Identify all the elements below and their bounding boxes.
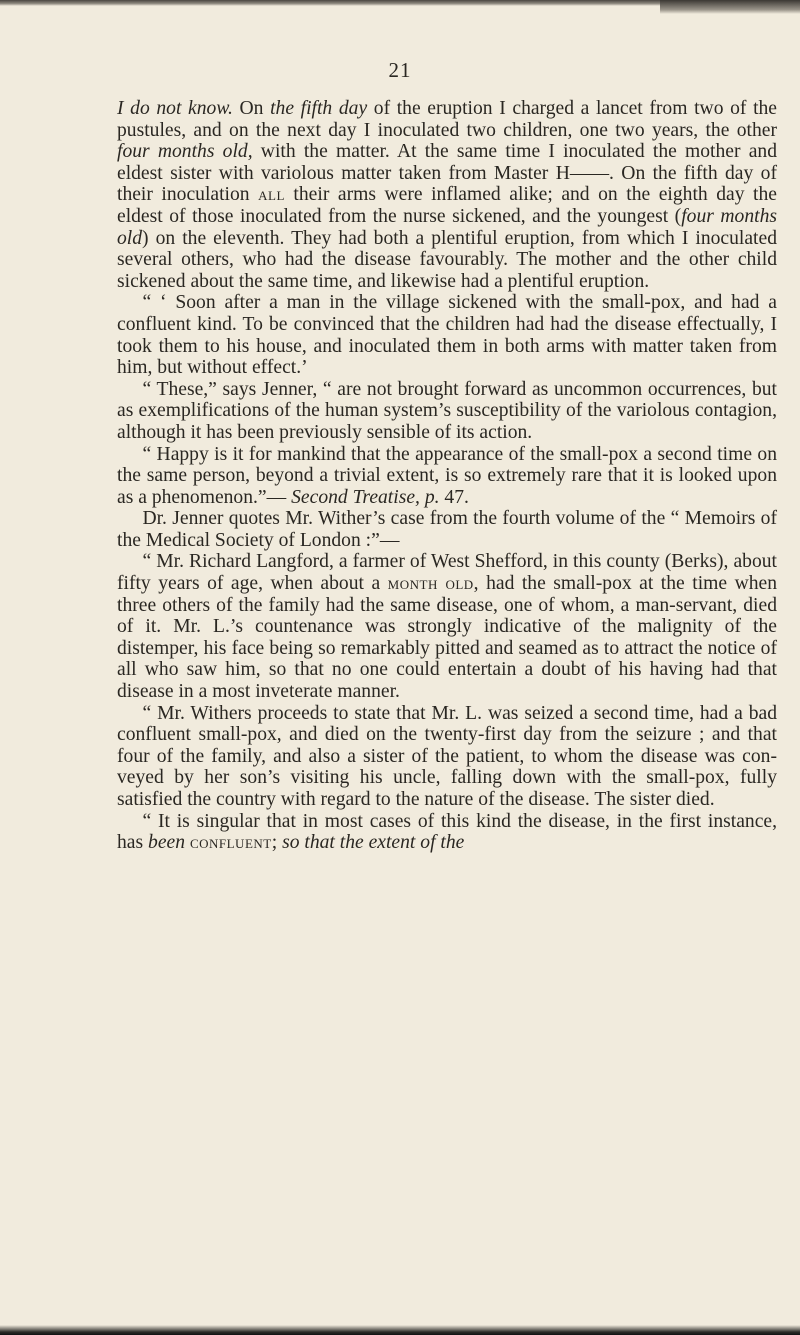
text-run: “ It is singular that in most cases of this kind the disease, in the first instance, has [117, 810, 777, 854]
paragraph [117, 444, 777, 509]
text-run: Dr. Jenner quotes Mr. Wither’s case from the fourth volume of the “ Memoirs of the Medical Society of London :”— [117, 508, 777, 551]
body-text [117, 98, 777, 854]
paragraph [117, 98, 777, 292]
text-run: ; [271, 832, 283, 854]
text-run: “ Mr. Withers proceeds to state that Mr. L. was seized a second time, had a bad confluent small-pox, and died on the twenty-first day from the seizure ; and that four of the family, and also a sister of the patient, to whom the disease was conveyed by her son’s visiting his uncle, falling down with the small-pox, fully satisfied the country with regard to the nature of the disease. The sister died. [117, 702, 777, 810]
small-caps-text: all [258, 184, 285, 205]
text-run: , had the small-pox at the time when three others of the family had the same disease, one of whom, a man-servant, died of it. Mr. L.’s countenance was strongly indicative of the malignity of the distemper, his face being so remarkably pitted and seamed as to attract the notice of all who saw him, so that no one could entertain a doubt of his having had that disease in a most inveterate manner. [117, 573, 778, 703]
paragraph [117, 508, 777, 551]
italic-text: four months old, [117, 141, 253, 163]
paragraph [117, 811, 777, 854]
italic-text: the fifth day [270, 98, 368, 119]
paragraph [117, 551, 777, 702]
text-run: ) on the eleventh. They had both a plentiful eruption, from which I inoculated several others, who had the disease favourably. The mother and the other child sickened about the same time, and likewise had a plentiful eruption. [117, 227, 777, 292]
page-number: 21 [388, 58, 412, 82]
italic-text: I do not know. [117, 98, 233, 119]
italic-text: Second Treatise, p. [291, 486, 440, 508]
paragraph [117, 703, 777, 811]
text-run: their arms were inflamed alike; and on the eighth day the eldest of those inoculated from the nurse sickened, and the youngest ( [117, 184, 777, 227]
text-run: 47. [439, 486, 469, 508]
small-caps-text: month old [387, 573, 474, 594]
paragraph [117, 292, 777, 378]
italic-text: four months old [117, 205, 778, 249]
italic-text: been [148, 832, 186, 854]
text-run: “ ‘ Soon after a man in the village sickened with the small-pox, and had a confluent kind. To be convinced that the children had had the disease effectually, I took them to his house, and inoculated them in both arms with matter taken from him, but without effect.’ [117, 292, 777, 379]
paragraph [117, 379, 777, 444]
small-caps-text: confluent [189, 832, 272, 853]
text-run: “ Happy is it for mankind that the appearance of the small-pox a second time on the same person, beyond a trivial extent, is so extremely rare that it is looked upon as a phenomenon.”— [117, 443, 777, 508]
text-run: “ These,” says Jenner, “ are not brought forward as uncommon occurrences, but as exemplifications of the human system’s susceptibility of the variolous contagion, although it has been previously sensible of its action. [117, 378, 777, 443]
page-corner-shadow [660, 0, 800, 14]
text-run: “ Mr. Richard Langford, a farmer of West Shefford, in this county (Berks), about fifty years of age, when about a [117, 551, 777, 595]
text-run: On [232, 98, 271, 119]
text-run: of the eruption I charged a lancet from two of the pustules, and on the next day I inoculated two children, one two years, the other [117, 98, 778, 141]
italic-text: so that the extent of the [282, 832, 465, 854]
page-bottom-shadow [0, 1325, 800, 1335]
text-run: with the matter. At the same time I inoculated the mother and eldest sister with variolous matter taken from Master H——. On the fifth day of their inoculation [117, 141, 777, 206]
